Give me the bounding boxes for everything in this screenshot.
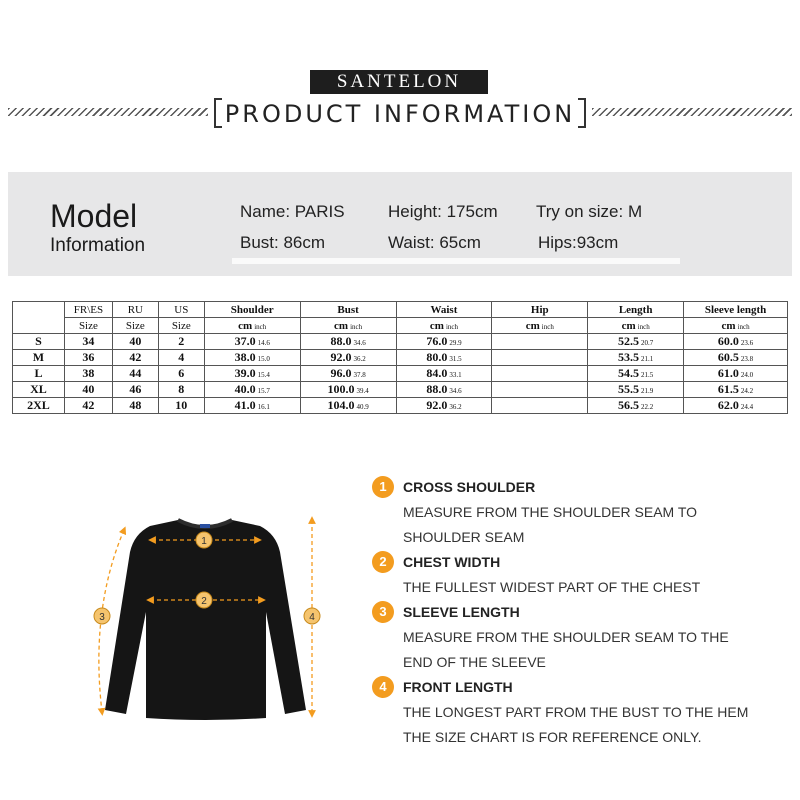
cell-shoulder — [204, 334, 300, 350]
value-cm: 96.0 — [330, 366, 352, 380]
instruction-text: END OF THE SLEEVE — [403, 654, 546, 670]
cell-waist — [396, 350, 492, 366]
value-cm: 104.0 — [327, 398, 355, 412]
value-cm: 53.5 — [618, 350, 640, 364]
value-cm: 88.0 — [330, 334, 352, 348]
cell-ru: 44 — [112, 366, 158, 382]
cell-fr: 40 — [64, 382, 112, 398]
value-inch: 31.5 — [449, 355, 462, 363]
value-inch: 34.6 — [449, 387, 462, 395]
value-inch: 23.8 — [740, 355, 754, 363]
value-cm: 55.5 — [618, 382, 640, 396]
value-inch: 15.0 — [257, 355, 270, 363]
cell-us: 6 — [158, 366, 204, 382]
cell-sleeve — [684, 366, 788, 382]
step-3-badge: 3 — [372, 601, 394, 623]
table-header-row — [13, 302, 788, 318]
value-inch: 14.6 — [257, 339, 270, 347]
value-cm: 61.0 — [717, 366, 739, 380]
cell-sleeve — [684, 334, 788, 350]
header-size-label: Size — [64, 318, 112, 334]
model-name: Name: PARIS — [240, 202, 345, 221]
instruction-title: SLEEVE LENGTH — [403, 604, 520, 620]
value-inch: 21.1 — [641, 355, 654, 363]
value-inch: 29.9 — [449, 339, 462, 347]
cell-sleeve — [684, 350, 788, 366]
cell-size: M — [13, 350, 65, 366]
value-cm: 52.5 — [618, 334, 640, 348]
value-cm: 92.0 — [426, 398, 448, 412]
page-title: PRODUCT INFORMATION — [224, 100, 576, 128]
cell-bust — [300, 398, 396, 414]
cell-bust — [300, 366, 396, 382]
marker-1-label: 1 — [201, 536, 207, 547]
table-row — [13, 334, 788, 350]
header-decor-left — [8, 108, 208, 116]
value-inch: 36.2 — [449, 403, 462, 411]
cell-shoulder — [204, 382, 300, 398]
value-inch: 37.8 — [353, 371, 366, 379]
value-cm: 62.0 — [717, 398, 739, 412]
cell-size: 2XL — [13, 398, 65, 414]
value-inch: 23.6 — [740, 339, 754, 347]
value-cm: 60.0 — [717, 334, 739, 348]
model-divider — [232, 258, 680, 264]
cell-waist — [396, 382, 492, 398]
cell-bust — [300, 334, 396, 350]
cell-ru: 42 — [112, 350, 158, 366]
unit-cell-hip: cm inch — [492, 318, 588, 334]
table-row — [13, 350, 788, 366]
unit-cell: cm inch — [684, 318, 788, 334]
value-inch: 21.5 — [641, 371, 654, 379]
brand-label: SANTELON — [310, 70, 488, 94]
cell-hip — [492, 350, 588, 366]
value-cm: 56.5 — [618, 398, 640, 412]
value-inch: 15.7 — [257, 387, 270, 395]
cell-ru: 48 — [112, 398, 158, 414]
header-fr-es: FR\ES — [64, 302, 112, 318]
instruction-text: MEASURE FROM THE SHOULDER SEAM TO — [403, 504, 698, 520]
value-cm: 54.5 — [618, 366, 640, 380]
model-waist: Waist: 65cm — [388, 233, 481, 252]
cell-us: 4 — [158, 350, 204, 366]
header-us: US — [158, 302, 204, 318]
cell-waist — [396, 334, 492, 350]
step-1-badge: 1 — [372, 476, 394, 498]
value-cm: 39.0 — [234, 366, 256, 380]
header-shoulder: Shoulder — [204, 302, 300, 318]
cell-fr: 38 — [64, 366, 112, 382]
size-chart-table — [12, 301, 788, 414]
instruction-sleeve-length — [372, 599, 782, 675]
value-cm: 92.0 — [330, 350, 352, 364]
value-inch: 24.4 — [740, 403, 754, 411]
instruction-title: CROSS SHOULDER — [403, 479, 536, 495]
instruction-front-length — [372, 674, 782, 750]
value-cm: 38.0 — [234, 350, 256, 364]
cell-ru: 40 — [112, 334, 158, 350]
cell-hip — [492, 382, 588, 398]
value-inch: 24.0 — [740, 371, 754, 379]
cell-hip — [492, 398, 588, 414]
marker-3-label: 3 — [99, 612, 105, 623]
header-bust: Bust — [300, 302, 396, 318]
model-try-on-size: Try on size: M — [536, 202, 643, 221]
table-row — [13, 382, 788, 398]
header-waist: Waist — [396, 302, 492, 318]
header-ru: RU — [112, 302, 158, 318]
model-hips: Hips:93cm — [538, 233, 619, 252]
value-inch: 22.2 — [641, 403, 654, 411]
cell-length — [588, 398, 684, 414]
cell-size: S — [13, 334, 65, 350]
value-cm: 40.0 — [234, 382, 256, 396]
value-cm: 100.0 — [327, 382, 355, 396]
instruction-text: THE SIZE CHART IS FOR REFERENCE ONLY. — [403, 729, 702, 745]
unit-cell: cm inch — [300, 318, 396, 334]
table-row — [13, 366, 788, 382]
title-frame — [214, 98, 586, 128]
cell-us: 2 — [158, 334, 204, 350]
cell-sleeve — [684, 382, 788, 398]
cell-length — [588, 382, 684, 398]
header-hip: Hip — [492, 302, 588, 318]
cell-fr: 36 — [64, 350, 112, 366]
value-inch: 36.2 — [353, 355, 366, 363]
value-inch: 33.1 — [449, 371, 462, 379]
cell-shoulder — [204, 366, 300, 382]
header-size-label: Size — [112, 318, 158, 334]
value-cm: 37.0 — [234, 334, 256, 348]
model-subheading: Information — [50, 235, 146, 256]
model-height: Height: 175cm — [388, 202, 498, 221]
cell-bust — [300, 382, 396, 398]
step-2-badge: 2 — [372, 551, 394, 573]
cell-length — [588, 366, 684, 382]
header-sleeve-length: Sleeve length — [684, 302, 788, 318]
value-inch: 40.9 — [356, 403, 369, 411]
value-inch: 21.9 — [641, 387, 654, 395]
value-inch: 39.4 — [356, 387, 369, 395]
value-cm: 41.0 — [234, 398, 256, 412]
value-cm: 80.0 — [426, 350, 448, 364]
header-size-corner — [13, 302, 65, 334]
value-inch: 15.4 — [257, 371, 270, 379]
cell-us: 8 — [158, 382, 204, 398]
value-cm: 88.0 — [426, 382, 448, 396]
table-row — [13, 398, 788, 414]
cell-fr: 42 — [64, 398, 112, 414]
instruction-chest-width — [372, 549, 782, 600]
sweater-diagram — [80, 500, 340, 730]
cell-length — [588, 350, 684, 366]
value-inch: 20.7 — [641, 339, 654, 347]
cell-waist — [396, 366, 492, 382]
model-bust: Bust: 86cm — [240, 233, 326, 252]
value-cm: 76.0 — [426, 334, 448, 348]
cell-fr: 34 — [64, 334, 112, 350]
value-cm: 60.5 — [717, 350, 739, 364]
sweater-body — [105, 520, 306, 720]
cell-waist — [396, 398, 492, 414]
instruction-cross-shoulder — [372, 474, 782, 550]
cell-size: L — [13, 366, 65, 382]
value-cm: 84.0 — [426, 366, 448, 380]
marker-4-label: 4 — [309, 612, 315, 623]
instruction-text: THE FULLEST WIDEST PART OF THE CHEST — [403, 579, 701, 595]
instruction-text: MEASURE FROM THE SHOULDER SEAM TO THE — [403, 629, 729, 645]
cell-ru: 46 — [112, 382, 158, 398]
cell-hip — [492, 334, 588, 350]
value-inch: 24.2 — [740, 387, 754, 395]
header-size-label: Size — [158, 318, 204, 334]
marker-2-label: 2 — [201, 596, 207, 607]
instruction-title: FRONT LENGTH — [403, 679, 513, 695]
cell-shoulder — [204, 350, 300, 366]
cell-size: XL — [13, 382, 65, 398]
value-inch: 34.6 — [353, 339, 366, 347]
cell-shoulder — [204, 398, 300, 414]
value-inch: 16.1 — [257, 403, 270, 411]
value-cm: 61.5 — [717, 382, 739, 396]
unit-cell: cm inch — [588, 318, 684, 334]
instruction-title: CHEST WIDTH — [403, 554, 501, 570]
instruction-text: SHOULDER SEAM — [403, 529, 525, 545]
instruction-text: THE LONGEST PART FROM THE BUST TO THE HEM — [403, 704, 749, 720]
model-heading: Model — [50, 198, 138, 234]
unit-cell: cm inch — [204, 318, 300, 334]
header-decor-right — [592, 108, 792, 116]
cell-bust — [300, 350, 396, 366]
sweater-label — [200, 524, 210, 528]
step-4-badge: 4 — [372, 676, 394, 698]
cell-sleeve — [684, 398, 788, 414]
table-unit-row — [13, 318, 788, 334]
header-length: Length — [588, 302, 684, 318]
unit-cell: cm inch — [396, 318, 492, 334]
cell-us: 10 — [158, 398, 204, 414]
cell-length — [588, 334, 684, 350]
cell-hip — [492, 366, 588, 382]
